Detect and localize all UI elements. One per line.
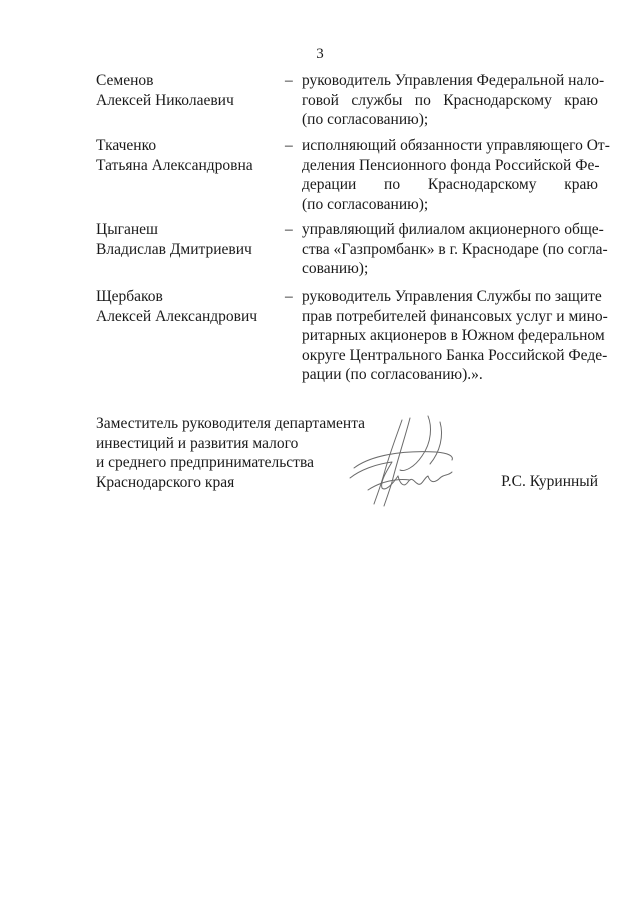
position-description (302, 71, 605, 130)
description-line: руководитель Управления Федеральной нало- (302, 72, 605, 89)
position-description (302, 220, 608, 279)
person-surname: Цыганеш (96, 221, 158, 238)
description-line: (по согласованию); (302, 195, 429, 213)
person-given-names: Татьяна Александровна (96, 156, 253, 174)
person-given-names: Алексей Александрович (96, 307, 258, 325)
description-line: (по согласованию); (302, 111, 429, 128)
description-line: управляющий филиалом акционерного обще- (302, 221, 604, 238)
person-name (96, 287, 281, 326)
dash-separator: – (285, 221, 293, 238)
person-surname: Семенов (96, 72, 154, 89)
handwritten-signature (340, 412, 470, 512)
signatory-name: Р.С. Куринный (501, 473, 598, 490)
signatory-position-line: инвестиций и развития малого (96, 434, 299, 452)
person-name (96, 71, 281, 110)
description-line: руководитель Управления Службы по защите (302, 288, 602, 305)
description-line: рации (по согласованию).». (302, 366, 483, 383)
description-line: дерации по Краснодарскому краю (302, 176, 598, 193)
signatory-position-line: Заместитель руководителя департамента (96, 415, 366, 432)
person-name (96, 136, 281, 175)
person-given-names: Владислав Дмитриевич (96, 240, 252, 258)
person-name (96, 220, 281, 259)
person-surname: Щербаков (96, 288, 163, 305)
description-line: деления Пенсионного фонда Российской Фе- (302, 156, 600, 174)
page-number: 3 (316, 46, 324, 62)
description-line: сованию); (302, 260, 369, 277)
description-line: округе Центрального Банка Российской Феде- (302, 346, 608, 364)
description-line: ритарных акционеров в Южном федеральном (302, 327, 605, 344)
description-line: ства «Газпромбанк» в г. Краснодаре (по согла- (302, 240, 608, 258)
description-line: прав потребителей финансовых услуг и мино- (302, 307, 608, 325)
description-line: говой службы по Краснодарскому краю (302, 91, 598, 109)
person-given-names: Алексей Николаевич (96, 91, 234, 109)
description-line: исполняющий обязанности управляющего От- (302, 137, 610, 154)
signatory-position-line: и среднего предпринимательства (96, 454, 314, 471)
position-description (302, 287, 608, 385)
person-surname: Ткаченко (96, 137, 157, 154)
dash-separator: – (285, 137, 293, 154)
signatory-position-line: Краснодарского края (96, 473, 235, 491)
dash-separator: – (285, 72, 293, 89)
position-description (302, 136, 610, 214)
dash-separator: – (285, 288, 293, 305)
